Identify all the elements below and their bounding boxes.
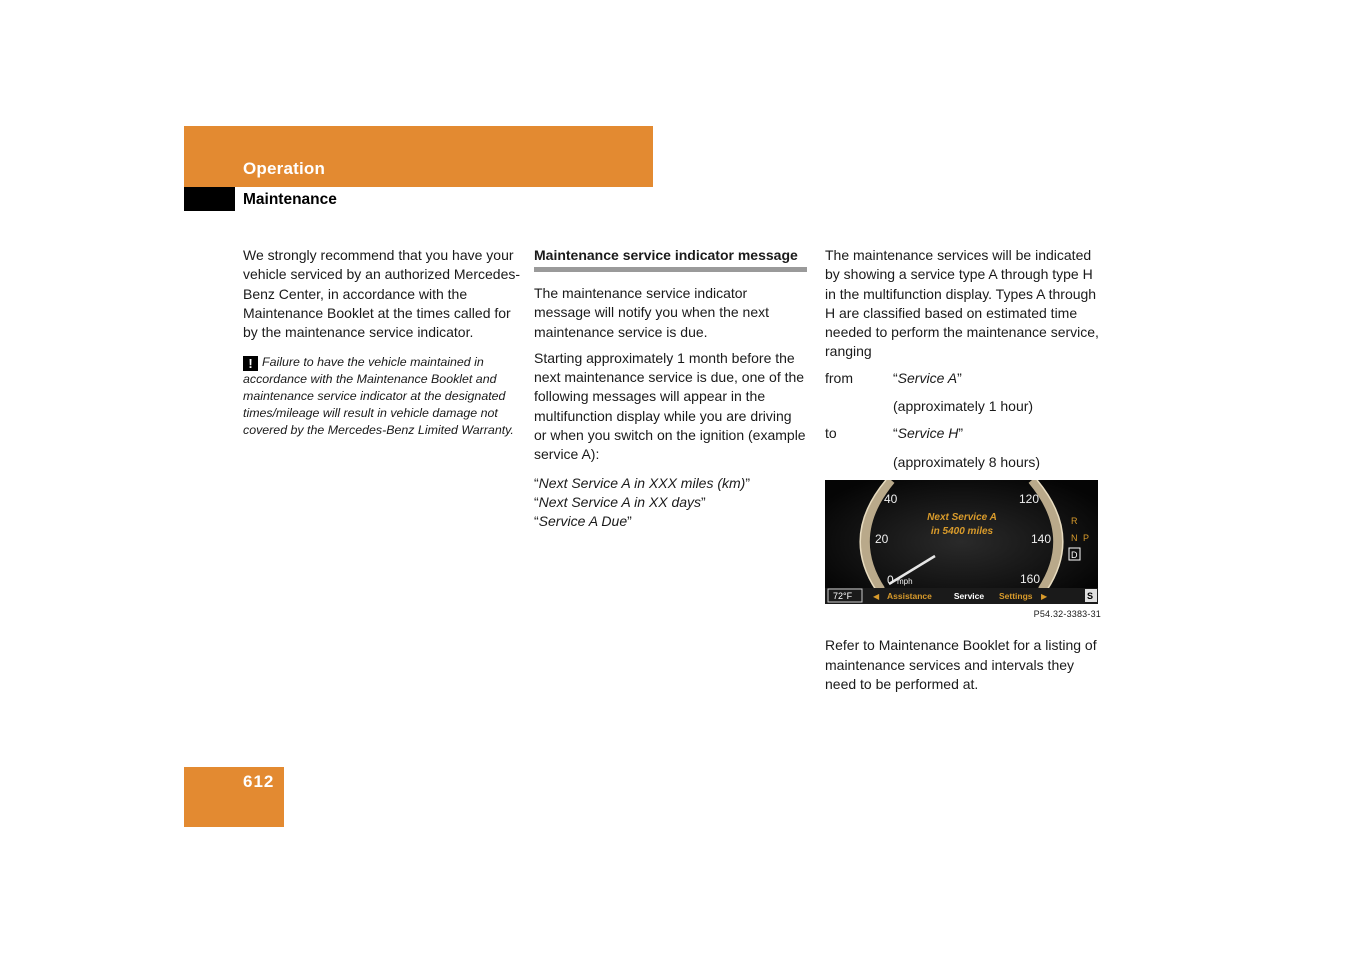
speed-label: 20 bbox=[875, 531, 889, 546]
gear-indicator: P bbox=[1083, 532, 1090, 543]
gear-indicator: D bbox=[1071, 549, 1078, 560]
service-message-line2: in 5400 miles bbox=[930, 525, 994, 537]
warning-note bbox=[243, 354, 521, 438]
gear-indicator: R bbox=[1071, 515, 1078, 526]
intro-paragraph: We strongly recommend that you have your vehicle serviced by an authorized Mercedes-Benz Center, in accordance with the Maintenance Booklet at the times called for by the maintenance service indicator. bbox=[243, 247, 521, 341]
column-3 bbox=[825, 246, 1101, 701]
message-item: “Next Service A in XXX miles (km)” bbox=[534, 474, 751, 491]
warning-icon: ! bbox=[243, 356, 258, 371]
paragraph-messages: Starting approximately 1 month before the next maintenance service is due, one of the following messages will appear in the multifunction display while you are driving or when you switch on the ignition (example service A): bbox=[534, 349, 806, 463]
svg-text:◀: ◀ bbox=[873, 591, 880, 601]
maintenance-booklet-paragraph: Refer to Maintenance Booklet for a listing of maintenance services and intervals they need to be performed at. bbox=[825, 637, 1097, 692]
menu-item-settings: Settings bbox=[999, 590, 1033, 601]
instrument-cluster-figure bbox=[825, 480, 1098, 604]
menu-item-assistance: Assistance bbox=[887, 590, 932, 601]
range-from bbox=[825, 369, 1101, 388]
subsection-title: Maintenance bbox=[243, 191, 337, 208]
message-list bbox=[534, 474, 807, 532]
subheading: Maintenance service indicator message bbox=[534, 246, 807, 272]
speed-label: 40 bbox=[884, 491, 898, 506]
range-to-value: “Service H” bbox=[893, 425, 964, 442]
speed-unit: mph bbox=[897, 576, 913, 586]
gear-indicator: N bbox=[1071, 532, 1078, 543]
range-from-note: (approximately 1 hour) bbox=[893, 398, 1034, 415]
range-to-label: to bbox=[825, 425, 837, 442]
range-to bbox=[825, 424, 1101, 443]
figure-caption: P54.32-3383-31 bbox=[1033, 608, 1101, 619]
message-item: “Service A Due” bbox=[534, 513, 632, 530]
range-from-label: from bbox=[825, 369, 853, 386]
service-types-paragraph: The maintenance services will be indicated by showing a service type A through type H in the multifunction display. Types A through H are classified based on estimated time needed to perform the maintenance service, ranging bbox=[825, 247, 1099, 360]
instrument-cluster-svg bbox=[825, 480, 1098, 604]
range-from-value: “Service A” bbox=[893, 369, 962, 386]
column-2 bbox=[534, 246, 807, 532]
speed-label: 120 bbox=[1019, 491, 1040, 506]
temperature-readout: 72°F bbox=[833, 590, 853, 601]
badge-s: S bbox=[1087, 590, 1094, 601]
message-item: “Next Service A in XX days” bbox=[534, 493, 706, 510]
paragraph-notify: The maintenance service indicator message will notify you when the next maintenance service is due. bbox=[534, 285, 770, 340]
service-message-line1: Next Service A bbox=[927, 511, 997, 523]
section-marker bbox=[184, 187, 235, 211]
menu-item-service: Service bbox=[953, 590, 985, 601]
speed-label: 140 bbox=[1031, 531, 1052, 546]
column-1 bbox=[243, 246, 521, 439]
speed-label: 0 bbox=[887, 572, 894, 587]
speed-label: 160 bbox=[1020, 571, 1041, 586]
warning-text: Failure to have the vehicle maintained in accordance with the Maintenance Booklet and maintenance service indicator at the designated times/mileage will result in vehicle damage not covered by the Mercedes-Benz Limited Warranty. bbox=[243, 355, 514, 437]
svg-text:▶: ▶ bbox=[1041, 591, 1048, 601]
range-to-note: (approximately 8 hours) bbox=[893, 453, 1041, 470]
page-number: 612 bbox=[243, 772, 275, 791]
section-title: Operation bbox=[243, 159, 326, 178]
